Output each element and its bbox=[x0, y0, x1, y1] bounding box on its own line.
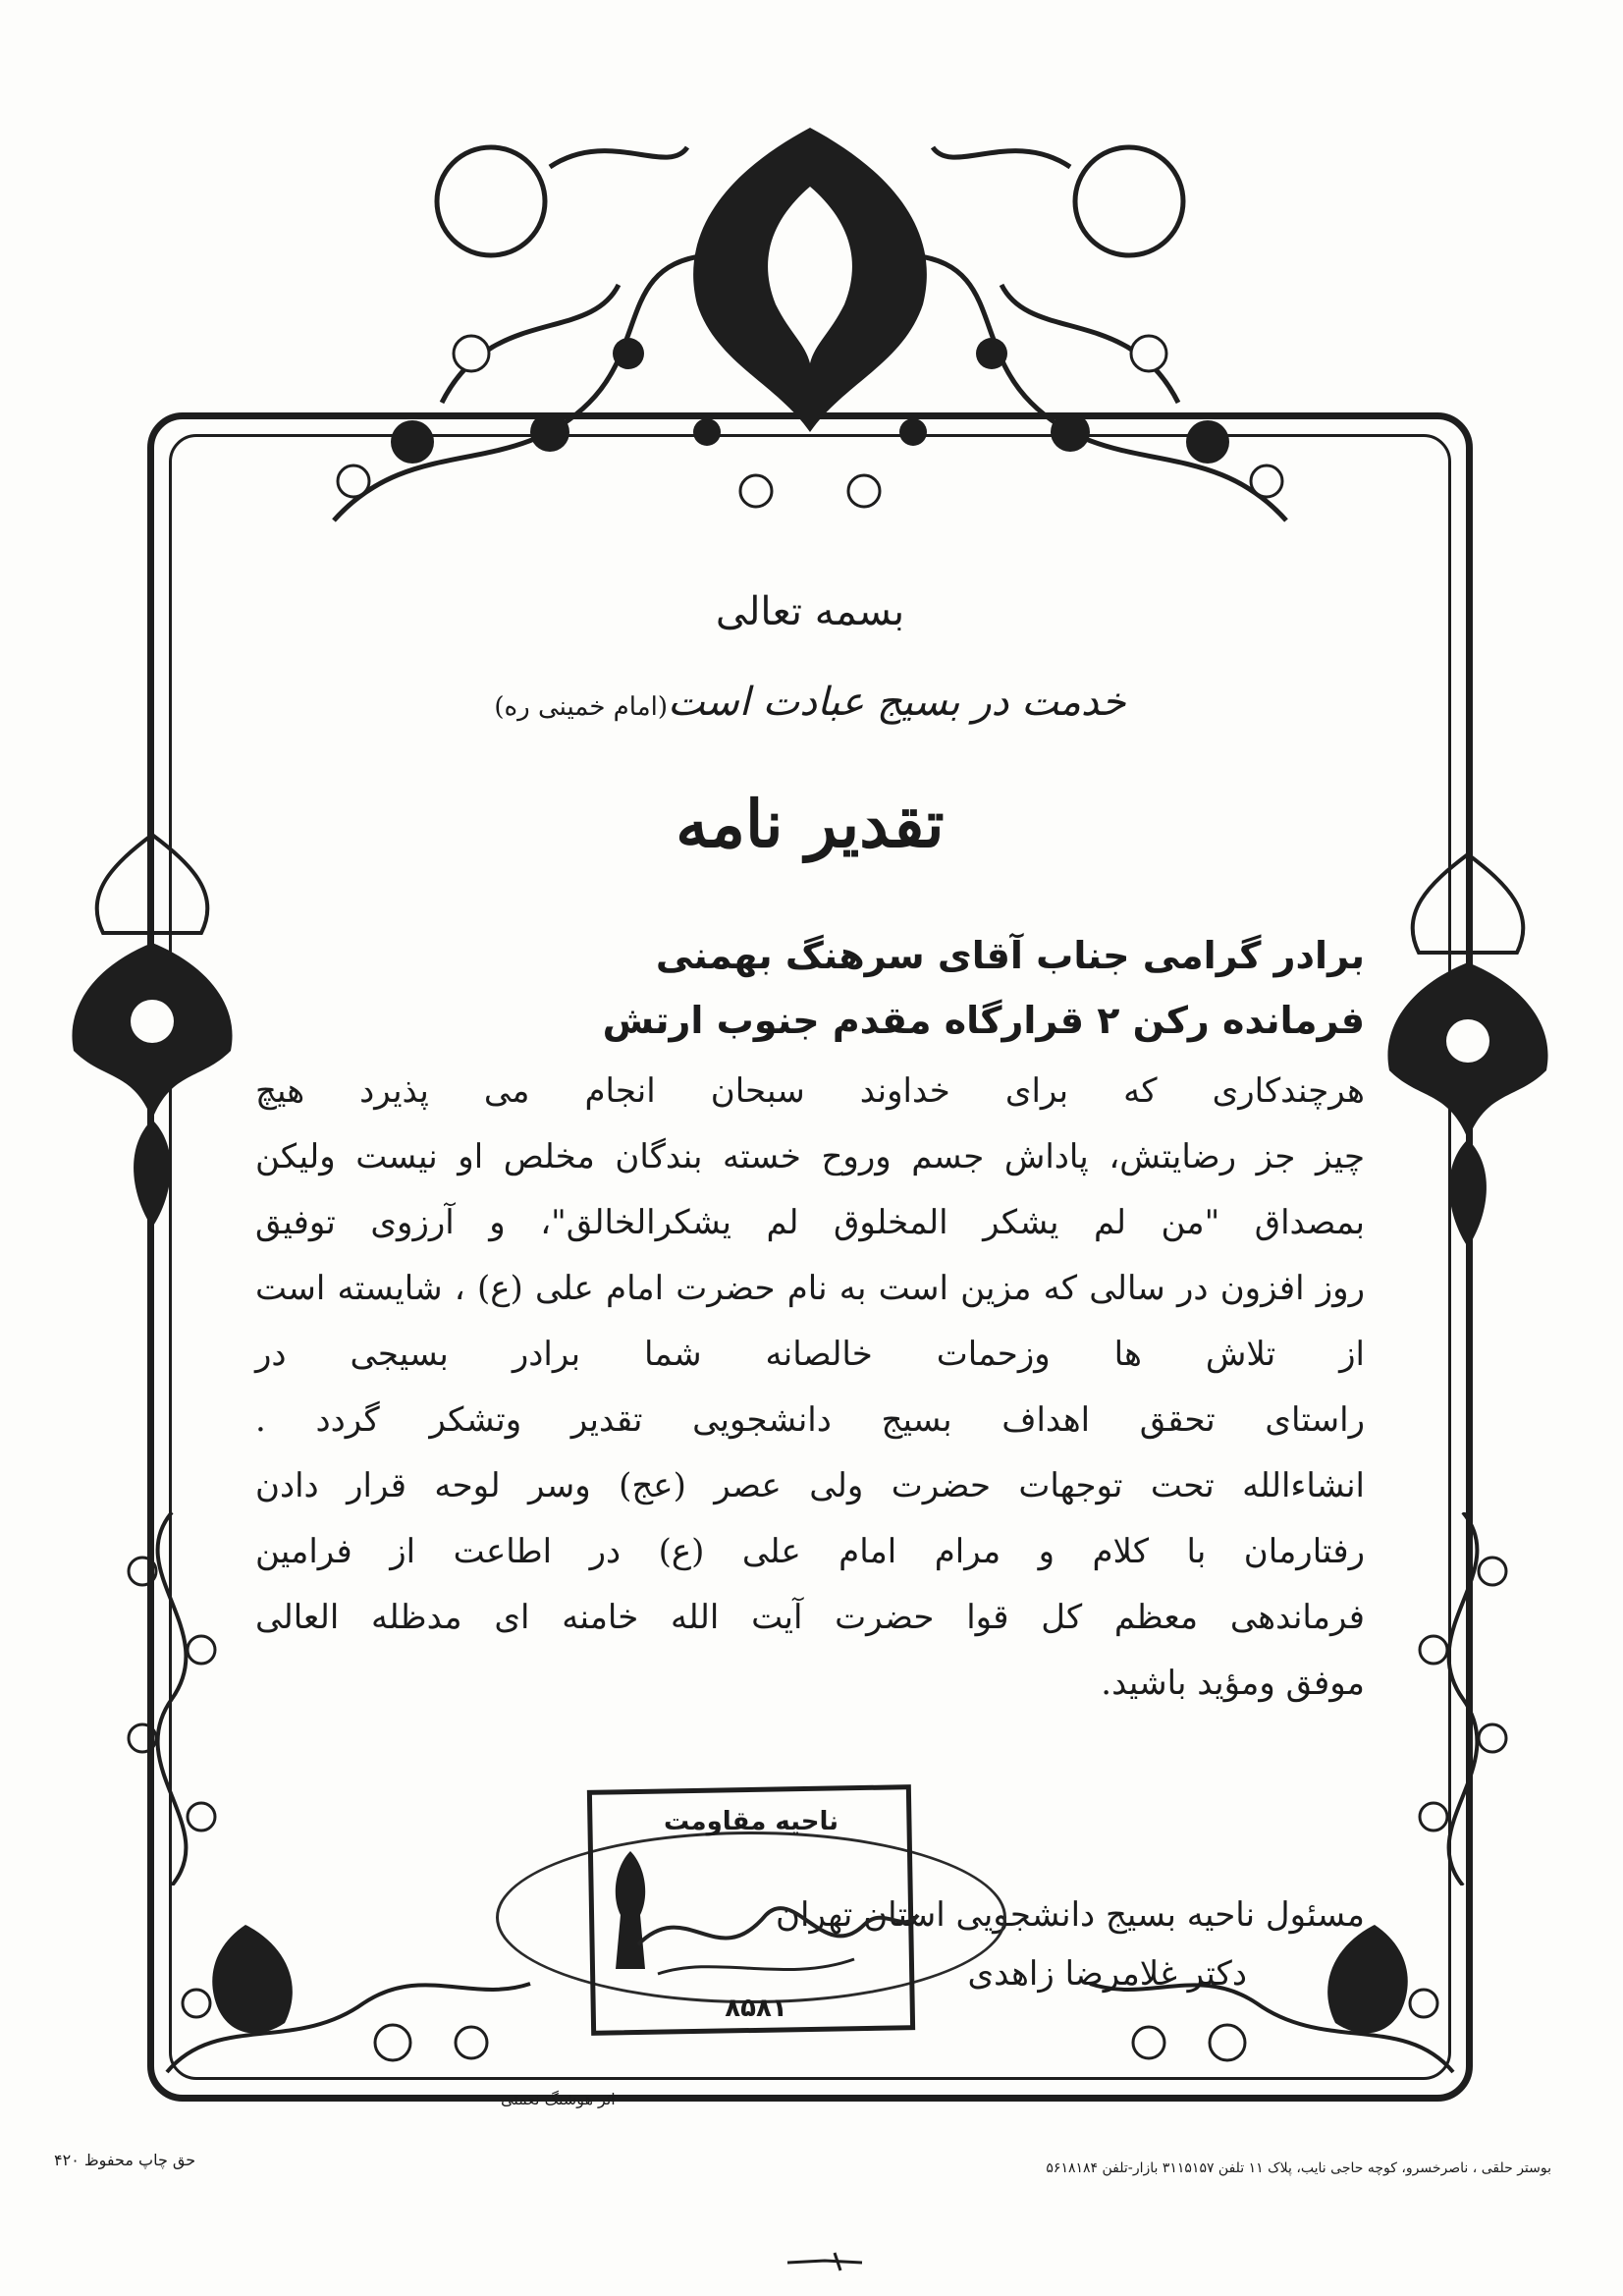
signatory-name: دکتر غلامرضا زاهدی bbox=[967, 1954, 1247, 1994]
quote-text: خدمت در بسیج عبادت است bbox=[668, 680, 1126, 725]
addressee-line-1: برادر گرامی جناب آقای سرهنگ بهمنی bbox=[655, 934, 1365, 977]
bottom-left-floral-ornament bbox=[137, 1895, 550, 2082]
body-line-6: راستای تحقق اهداف بسیج دانشجویی تقدیر وتشکر گردد . bbox=[255, 1400, 1365, 1440]
addressee-line-2: فرمانده رکن ۲ قرارگاه مقدم جنوب ارتش bbox=[602, 999, 1365, 1042]
quote-line bbox=[255, 680, 1365, 725]
body-line-8: رفتارمان با کلام و مرام امام علی (ع) در اطاعت از فرامین bbox=[255, 1532, 1365, 1571]
handwritten-signature-icon bbox=[628, 1856, 923, 2003]
copyright-note: حق چاپ محفوظ ۴۲۰ bbox=[54, 2151, 196, 2169]
body-line-2: چیز جز رضایتش، پاداش جسم وروح خسته بندگان مخلص او نیست ولیکن bbox=[255, 1137, 1365, 1176]
body-paragraph bbox=[255, 1059, 1365, 1717]
addressee bbox=[603, 923, 1365, 1053]
bottom-ink-mark-icon bbox=[785, 2249, 864, 2272]
quote-attribution: (امام خمینی ره) bbox=[494, 692, 668, 722]
artist-credit: اثر هوشنگ نعمتی bbox=[501, 2090, 616, 2108]
body-line-10: موفق ومؤید باشید. bbox=[1101, 1664, 1365, 1703]
body-line-5: از تلاش ها وزحمات خالصانه شما برادر بسیجی در bbox=[255, 1335, 1365, 1374]
right-lotus-ornament bbox=[1365, 845, 1571, 1257]
body-line-7: انشاءالله تحت توجهات حضرت ولی عصر (عج) وسر لوحه قرار دادن bbox=[255, 1466, 1365, 1505]
right-vine-ornament bbox=[1404, 1512, 1522, 1886]
left-vine-ornament bbox=[113, 1512, 231, 1886]
signatory-title: مسئول ناحیه بسیج دانشجویی استان تهران bbox=[776, 1895, 1365, 1935]
body-line-9: فرماندهی معظم کل قوا حضرت آیت الله خامنه ای مدظله العالی bbox=[255, 1598, 1365, 1637]
stamp-number: ۸۵۸۱ bbox=[725, 1994, 787, 2023]
body-line-1: هرچندکاری که برای خداوند سبحان انجام می پذیرد هیچ bbox=[255, 1071, 1365, 1111]
printer-address: بوستر حلقی ، ناصرخسرو، کوچه حاجی نایب، پلاک ۱۱ تلفن ۳۱۱۵۱۵۷ بازار-تلفن ۵۶۱۸۱۸۴ bbox=[1046, 2160, 1551, 2176]
stamp-header-text: ناحیه مقاومت bbox=[663, 1807, 839, 1836]
left-lotus-ornament bbox=[54, 825, 250, 1237]
document-title: تقدیر نامه bbox=[676, 786, 945, 862]
body-line-3: بمصداق "من لم یشکر المخلوق لم یشکرالخالق"، و آرزوی توفیق bbox=[255, 1203, 1365, 1242]
invocation: بسمه تعالی bbox=[715, 589, 905, 634]
body-line-4: روز افزون در سالی که مزین است به نام حضرت امام علی (ع) ، شایسته است bbox=[255, 1269, 1365, 1308]
